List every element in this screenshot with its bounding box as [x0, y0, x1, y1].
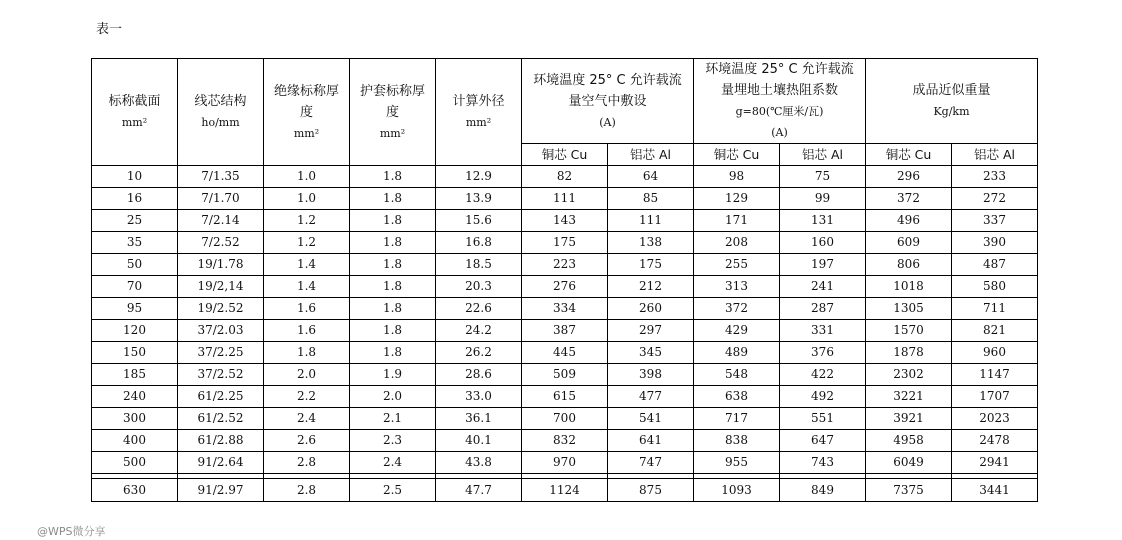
header-ground-current: [694, 59, 866, 144]
cell-w-al: 711: [952, 298, 1038, 320]
cell-od: 13.9: [436, 188, 522, 210]
table-row: [92, 364, 1038, 386]
cell-w-al: 233: [952, 166, 1038, 188]
header-air-current-line2: 量空气中敷设: [568, 93, 647, 109]
cell-cond: 7/2.14: [178, 210, 264, 232]
cell-air-al: 138: [608, 232, 694, 254]
cell-ins: 2.6: [264, 430, 350, 452]
header-outer-diameter: [436, 59, 522, 166]
table-row: [92, 479, 1038, 502]
cell-air-al: 477: [608, 386, 694, 408]
cell-sh: 1.8: [350, 320, 436, 342]
cell-sh: 1.8: [350, 232, 436, 254]
header-cross-section-unit: mm²: [121, 116, 148, 129]
header-conductor-unit: ho/mm: [201, 116, 240, 129]
cell-od: 26.2: [436, 342, 522, 364]
cell-w-al: 2478: [952, 430, 1038, 452]
cell-od: 22.6: [436, 298, 522, 320]
header-cross-section-label: 标称截面: [108, 94, 161, 109]
cell-gnd-al: 849: [780, 479, 866, 502]
cell-cond: 19/2,14: [178, 276, 264, 298]
table-row: [92, 386, 1038, 408]
cell-size: 50: [92, 254, 178, 276]
wps-watermark: @WPS微分享: [37, 525, 106, 538]
cell-gnd-cu: 1093: [694, 479, 780, 502]
cell-air-al: 297: [608, 320, 694, 342]
cell-air-cu: 700: [522, 408, 608, 430]
cell-ins: 2.8: [264, 452, 350, 474]
header-sheath-line2: 度: [385, 104, 399, 120]
cell-od: 43.8: [436, 452, 522, 474]
cell-air-cu: 509: [522, 364, 608, 386]
table-caption: 表一: [96, 22, 123, 37]
cell-w-al: 337: [952, 210, 1038, 232]
table-row: [92, 298, 1038, 320]
header-cross-section: [92, 59, 178, 166]
cell-w-cu: 3221: [866, 386, 952, 408]
cell-cond: 37/2.52: [178, 364, 264, 386]
cell-w-al: 487: [952, 254, 1038, 276]
header-sheath: [350, 59, 436, 166]
cell-sh: 2.4: [350, 452, 436, 474]
cell-air-cu: 615: [522, 386, 608, 408]
cell-od: 16.8: [436, 232, 522, 254]
cell-gnd-cu: 717: [694, 408, 780, 430]
cell-w-al: 960: [952, 342, 1038, 364]
cell-ins: 1.4: [264, 254, 350, 276]
cell-sh: 2.0: [350, 386, 436, 408]
cell-sh: 2.5: [350, 479, 436, 502]
cell-cond: 37/2.25: [178, 342, 264, 364]
cell-air-al: 260: [608, 298, 694, 320]
cell-ins: 2.4: [264, 408, 350, 430]
table-row: [92, 232, 1038, 254]
cell-ins: 2.8: [264, 479, 350, 502]
cell-cond: 61/2.88: [178, 430, 264, 452]
cell-gnd-cu: 171: [694, 210, 780, 232]
cell-gnd-cu: 429: [694, 320, 780, 342]
cell-air-cu: 223: [522, 254, 608, 276]
table-row: [92, 342, 1038, 364]
subheader-ground-al: 铝芯 Al: [780, 144, 866, 166]
cell-gnd-al: 422: [780, 364, 866, 386]
cell-gnd-cu: 208: [694, 232, 780, 254]
cell-w-cu: 3921: [866, 408, 952, 430]
cell-sh: 1.8: [350, 166, 436, 188]
cell-ins: 1.2: [264, 232, 350, 254]
cell-air-cu: 387: [522, 320, 608, 342]
header-air-current: [522, 59, 694, 144]
cell-ins: 1.0: [264, 188, 350, 210]
cell-w-cu: 496: [866, 210, 952, 232]
cell-od: 18.5: [436, 254, 522, 276]
cell-sh: 1.8: [350, 188, 436, 210]
table-row: [92, 210, 1038, 232]
table-row: [92, 254, 1038, 276]
cell-ins: 1.6: [264, 320, 350, 342]
header-ground-current-line2: 量埋地土壤热阻系数: [720, 83, 838, 98]
cell-od: 28.6: [436, 364, 522, 386]
cell-size: 70: [92, 276, 178, 298]
cell-w-cu: 1570: [866, 320, 952, 342]
cell-size: 35: [92, 232, 178, 254]
cell-sh: 1.8: [350, 298, 436, 320]
cell-w-al: 390: [952, 232, 1038, 254]
table-row: [92, 320, 1038, 342]
cell-air-al: 747: [608, 452, 694, 474]
cell-air-cu: 832: [522, 430, 608, 452]
cell-w-al: 3441: [952, 479, 1038, 502]
cell-air-cu: 334: [522, 298, 608, 320]
cell-gnd-cu: 548: [694, 364, 780, 386]
cell-ins: 1.0: [264, 166, 350, 188]
cell-air-al: 212: [608, 276, 694, 298]
cell-size: 500: [92, 452, 178, 474]
cell-gnd-cu: 98: [694, 166, 780, 188]
cell-ins: 2.2: [264, 386, 350, 408]
cell-od: 12.9: [436, 166, 522, 188]
subheader-weight-cu: 铜芯 Cu: [866, 144, 952, 166]
table-row: [92, 276, 1038, 298]
cell-ins: 1.6: [264, 298, 350, 320]
cell-gnd-cu: 638: [694, 386, 780, 408]
table-row: [92, 408, 1038, 430]
cell-sh: 1.8: [350, 276, 436, 298]
cell-sh: 1.8: [350, 342, 436, 364]
cell-od: 20.3: [436, 276, 522, 298]
cell-w-cu: 7375: [866, 479, 952, 502]
cell-size: 120: [92, 320, 178, 342]
cell-cond: 61/2.52: [178, 408, 264, 430]
cell-size: 630: [92, 479, 178, 502]
header-insulation: [264, 59, 350, 166]
cell-air-cu: 970: [522, 452, 608, 474]
table-row: [92, 166, 1038, 188]
cell-w-cu: 372: [866, 188, 952, 210]
cell-size: 185: [92, 364, 178, 386]
cell-gnd-al: 75: [780, 166, 866, 188]
cell-ins: 1.4: [264, 276, 350, 298]
cell-ins: 1.2: [264, 210, 350, 232]
cell-size: 400: [92, 430, 178, 452]
cell-size: 16: [92, 188, 178, 210]
cell-air-cu: 1124: [522, 479, 608, 502]
cell-gnd-al: 331: [780, 320, 866, 342]
cell-cond: 7/2.52: [178, 232, 264, 254]
table-row: [92, 430, 1038, 452]
cell-ins: 1.8: [264, 342, 350, 364]
cell-air-cu: 445: [522, 342, 608, 364]
subheader-ground-cu: 铜芯 Cu: [694, 144, 780, 166]
cell-od: 33.0: [436, 386, 522, 408]
cell-gnd-cu: 255: [694, 254, 780, 276]
cell-w-al: 2023: [952, 408, 1038, 430]
cell-w-cu: 6049: [866, 452, 952, 474]
header-sheath-line1: 护套标称厚: [359, 83, 425, 99]
cell-air-al: 175: [608, 254, 694, 276]
cell-w-cu: 1305: [866, 298, 952, 320]
header-outer-diameter-label: 计算外径: [452, 94, 505, 109]
cell-w-cu: 1018: [866, 276, 952, 298]
cell-air-cu: 111: [522, 188, 608, 210]
cell-sh: 2.3: [350, 430, 436, 452]
cell-air-cu: 143: [522, 210, 608, 232]
table-body: [92, 166, 1038, 502]
cell-w-cu: 609: [866, 232, 952, 254]
cell-cond: 37/2.03: [178, 320, 264, 342]
header-insulation-line1: 绝缘标称厚: [273, 83, 339, 99]
cell-gnd-cu: 838: [694, 430, 780, 452]
cell-w-cu: 2302: [866, 364, 952, 386]
header-air-current-line1: 环境温度 25° C 允许载流: [533, 72, 682, 88]
cell-w-cu: 1878: [866, 342, 952, 364]
cell-gnd-al: 287: [780, 298, 866, 320]
cell-sh: 1.8: [350, 254, 436, 276]
cell-ins: 2.0: [264, 364, 350, 386]
cell-cond: 19/2.52: [178, 298, 264, 320]
cell-od: 47.7: [436, 479, 522, 502]
cell-od: 24.2: [436, 320, 522, 342]
cell-cond: 7/1.70: [178, 188, 264, 210]
table-row: [92, 452, 1038, 474]
cell-gnd-al: 647: [780, 430, 866, 452]
cell-cond: 7/1.35: [178, 166, 264, 188]
header-outer-diameter-unit: mm²: [465, 116, 492, 129]
header-ground-current-line1: 环境温度 25° C 允许载流: [705, 62, 854, 77]
cell-gnd-al: 551: [780, 408, 866, 430]
cell-air-al: 85: [608, 188, 694, 210]
header-weight-label: 成品近似重量: [912, 83, 991, 98]
cell-w-cu: 806: [866, 254, 952, 276]
cell-size: 150: [92, 342, 178, 364]
cell-od: 36.1: [436, 408, 522, 430]
cell-gnd-cu: 955: [694, 452, 780, 474]
cell-w-al: 821: [952, 320, 1038, 342]
header-insulation-line2: 度: [299, 104, 313, 120]
header-insulation-unit: mm²: [293, 126, 320, 140]
cell-gnd-al: 99: [780, 188, 866, 210]
subheader-air-cu: 铜芯 Cu: [522, 144, 608, 166]
header-weight: [866, 59, 1038, 144]
cell-size: 10: [92, 166, 178, 188]
cell-gnd-al: 197: [780, 254, 866, 276]
cell-air-al: 875: [608, 479, 694, 502]
cell-w-al: 272: [952, 188, 1038, 210]
cell-w-cu: 4958: [866, 430, 952, 452]
cell-air-al: 111: [608, 210, 694, 232]
cell-w-al: 580: [952, 276, 1038, 298]
header-weight-unit: Kg/km: [933, 105, 970, 118]
header-air-current-unit: (A): [599, 115, 616, 129]
cell-size: 240: [92, 386, 178, 408]
cell-cond: 91/2.97: [178, 479, 264, 502]
header-ground-current-line3: g=80(℃厘米/瓦): [735, 105, 824, 118]
subheader-air-al: 铝芯 Al: [608, 144, 694, 166]
cell-sh: 2.1: [350, 408, 436, 430]
header-conductor: [178, 59, 264, 166]
cell-size: 25: [92, 210, 178, 232]
cell-w-cu: 296: [866, 166, 952, 188]
cell-air-cu: 175: [522, 232, 608, 254]
cell-gnd-al: 160: [780, 232, 866, 254]
header-ground-current-unit: (A): [771, 126, 788, 139]
cell-gnd-cu: 372: [694, 298, 780, 320]
subheader-weight-al: 铝芯 Al: [952, 144, 1038, 166]
cell-cond: 61/2.25: [178, 386, 264, 408]
cell-gnd-al: 131: [780, 210, 866, 232]
cell-size: 95: [92, 298, 178, 320]
cell-w-al: 1147: [952, 364, 1038, 386]
cell-gnd-al: 241: [780, 276, 866, 298]
cell-air-al: 541: [608, 408, 694, 430]
cell-cond: 19/1.78: [178, 254, 264, 276]
cell-gnd-cu: 489: [694, 342, 780, 364]
table-row: [92, 188, 1038, 210]
header-sheath-unit: mm²: [379, 126, 406, 140]
cell-air-al: 345: [608, 342, 694, 364]
cell-sh: 1.8: [350, 210, 436, 232]
cell-sh: 1.9: [350, 364, 436, 386]
cell-air-al: 64: [608, 166, 694, 188]
cell-gnd-cu: 313: [694, 276, 780, 298]
cell-gnd-al: 743: [780, 452, 866, 474]
cell-od: 15.6: [436, 210, 522, 232]
cell-air-al: 641: [608, 430, 694, 452]
cell-gnd-al: 376: [780, 342, 866, 364]
cell-air-cu: 276: [522, 276, 608, 298]
cable-spec-table: [91, 58, 1038, 502]
cell-gnd-al: 492: [780, 386, 866, 408]
cell-air-cu: 82: [522, 166, 608, 188]
cell-cond: 91/2.64: [178, 452, 264, 474]
cell-w-al: 1707: [952, 386, 1038, 408]
cell-size: 300: [92, 408, 178, 430]
cell-gnd-cu: 129: [694, 188, 780, 210]
header-conductor-label: 线芯结构: [194, 94, 247, 109]
cell-air-al: 398: [608, 364, 694, 386]
cell-od: 40.1: [436, 430, 522, 452]
cell-w-al: 2941: [952, 452, 1038, 474]
